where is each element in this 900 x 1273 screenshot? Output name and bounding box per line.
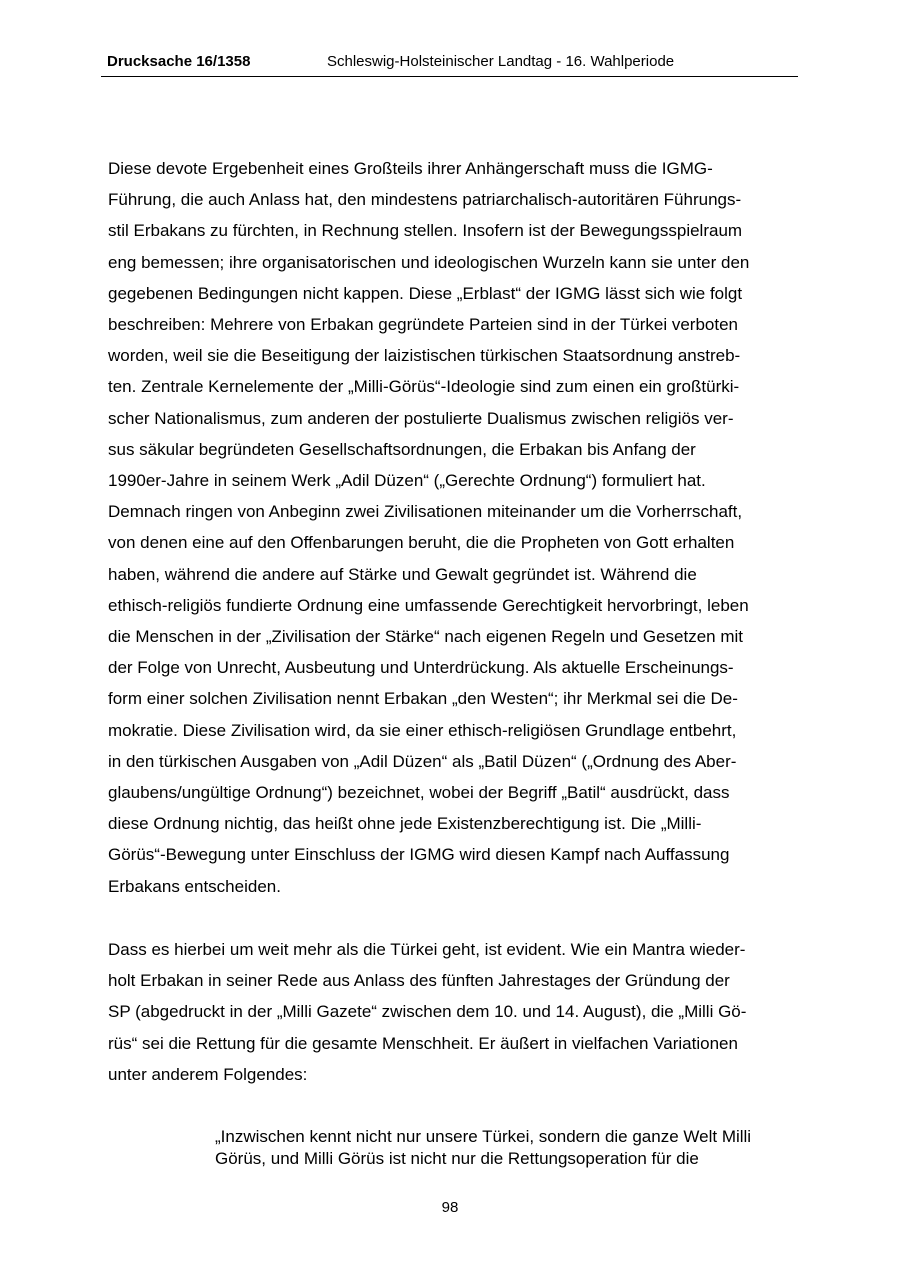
paragraph-line: Erbakans entscheiden. [108, 876, 281, 896]
document-number: Drucksache 16/1358 [107, 53, 251, 70]
paragraph-line: von denen eine auf den Offenbarungen beruht, die die Propheten von Gott erhalten [108, 533, 735, 553]
paragraph-line: die Menschen in der „Zivilisation der Stärke“ nach eigenen Regeln und Gesetzen mit [108, 627, 744, 647]
paragraph-line: der Folge von Unrecht, Ausbeutung und Unterdrückung. Als aktuelle Erscheinungs- [108, 658, 734, 678]
paragraph-line: scher Nationalismus, zum anderen der postulierte Dualismus zwischen religiös ver- [108, 408, 734, 428]
paragraph-line: beschreiben: Mehrere von Erbakan gegründete Parteien sind in der Türkei verboten [108, 315, 739, 335]
paragraph-line: Dass es hierbei um weit mehr als die Türkei geht, ist evident. Wie ein Mantra wieder- [108, 940, 746, 959]
paragraph-line: 1990er-Jahre in seinem Werk „Adil Düzen“ („Gerechte Ordnung“) formuliert hat. [108, 471, 706, 491]
paragraph-line: stil Erbakans zu fürchten, in Rechnung stellen. Insofern ist der Bewegungsspielraum [108, 221, 743, 241]
paragraph-line: form einer solchen Zivilisation nennt Erbakan „den Westen“; ihr Merkmal sei die De- [108, 689, 738, 709]
paragraph-line: ten. Zentrale Kernelemente der „Milli-Görüs“-Ideologie sind zum einen ein großtürki- [108, 377, 740, 397]
paragraph-line: Diese devote Ergebenheit eines Großteils ihrer Anhängerschaft muss die IGMG- [108, 159, 713, 178]
paragraph-line: glaubens/ungültige Ordnung“) bezeichnet, wobei der Begriff „Batil“ ausdrückt, dass [108, 783, 730, 803]
paragraph-line: ethisch-religiös fundierte Ordnung eine umfassende Gerechtigkeit hervorbringt, leben [108, 595, 749, 615]
paragraph-line: mokratie. Diese Zivilisation wird, da sie einer ethisch-religiösen Grundlage entbehrt, [108, 720, 737, 740]
paragraph-line: in den türkischen Ausgaben von „Adil Düzen“ als „Batil Düzen“ („Ordnung des Aber- [108, 751, 737, 771]
block-quote [215, 1126, 805, 1169]
quote-line: Görüs, und Milli Görüs ist nicht nur die Rettungsoperation für die [215, 1148, 699, 1168]
paragraph-line: unter anderem Folgendes: [108, 1064, 308, 1084]
paragraph-line: eng bemessen; ihre organisatorischen und ideologischen Wurzeln kann sie unter den [108, 252, 750, 272]
paragraph-line: SP (abgedruckt in der „Milli Gazete“ zwischen dem 10. und 14. August), die „Milli Gö- [108, 1002, 747, 1022]
paragraph-line: sus säkular begründeten Gesellschaftsordnungen, die Erbakan bis Anfang der [108, 439, 696, 459]
parliament-name: Schleswig-Holsteinischer Landtag - 16. Wahlperiode [327, 53, 675, 70]
paragraph-line: worden, weil sie die Beseitigung der laizistischen türkischen Staatsordnung anstreb- [108, 346, 741, 366]
quote-line: „Inzwischen kennt nicht nur unsere Türkei, sondern die ganze Welt Milli [215, 1127, 752, 1146]
paragraph-line: haben, während die andere auf Stärke und Gewalt gegründet ist. Während die [108, 564, 697, 584]
paragraph-1 [108, 153, 798, 902]
page-header [101, 52, 798, 77]
paragraph-line: Führung, die auch Anlass hat, den mindestens patriarchalisch-autoritären Führungs- [108, 190, 742, 210]
paragraph-line: gegebenen Bedingungen nicht kappen. Diese „Erblast“ der IGMG lässt sich wie folgt [108, 283, 743, 303]
page-number: 98 [441, 1199, 459, 1216]
paragraph-2 [108, 934, 798, 1090]
paragraph-line: holt Erbakan in seiner Rede aus Anlass des fünften Jahrestages der Gründung der [108, 971, 730, 991]
paragraph-line: Demnach ringen von Anbeginn zwei Zivilisationen miteinander um die Vorherrschaft, [108, 502, 743, 522]
paragraph-line: diese Ordnung nichtig, das heißt ohne jede Existenzberechtigung ist. Die „Milli- [108, 814, 702, 834]
paragraph-line: rüs“ sei die Rettung für die gesamte Menschheit. Er äußert in vielfachen Variationen [108, 1033, 738, 1053]
paragraph-line: Görüs“-Bewegung unter Einschluss der IGMG wird diesen Kampf nach Auffassung [108, 845, 730, 865]
